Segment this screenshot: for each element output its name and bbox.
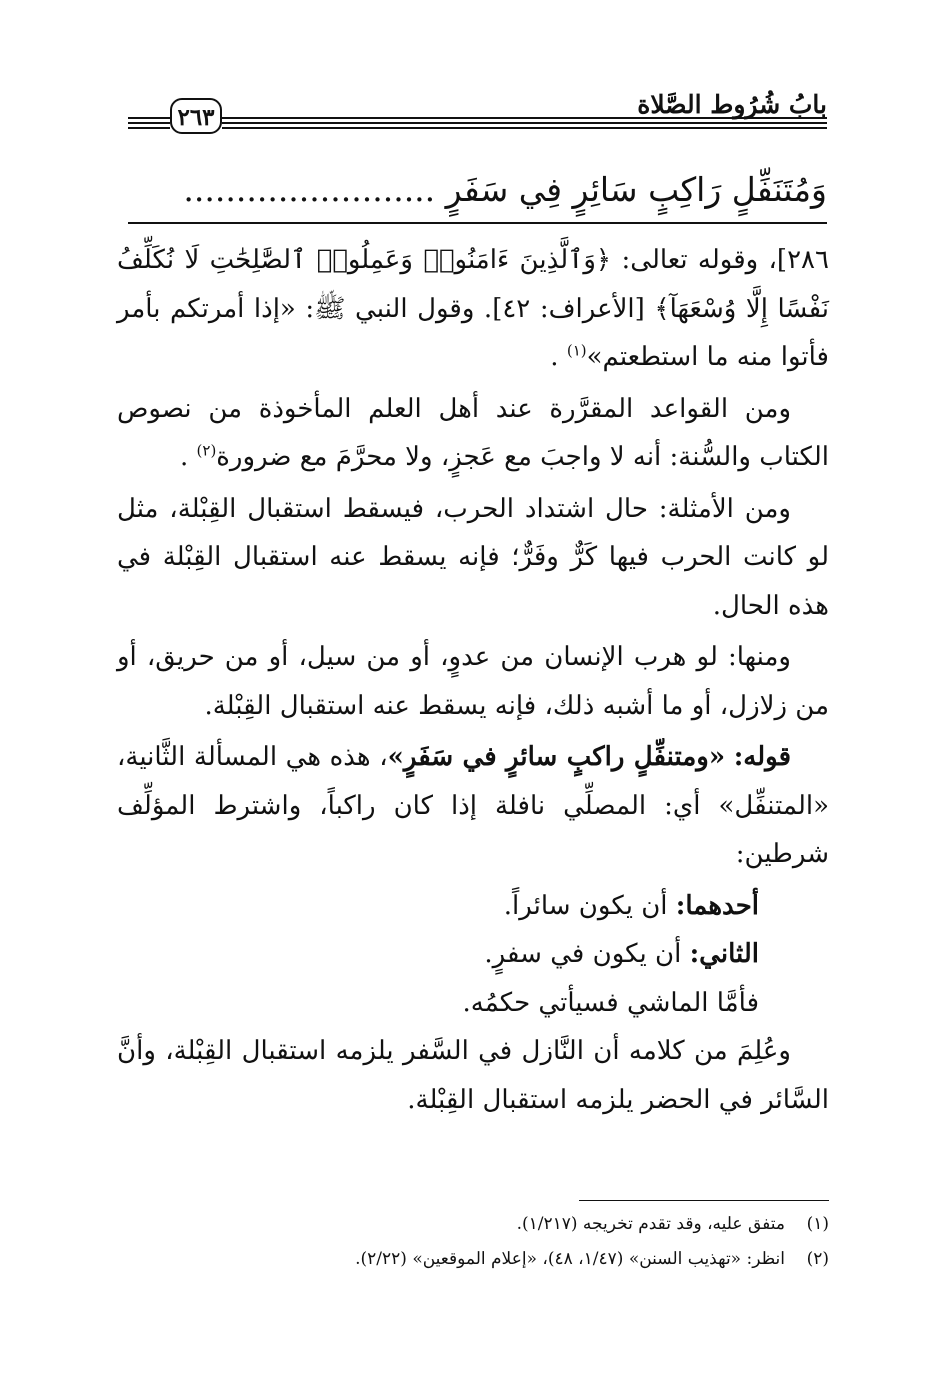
condition-1: أحدهما: أن يكون سائراً. [503,890,759,921]
paragraph-6: فأمَّا الماشي فسيأتي حكمُه. [462,987,759,1018]
paragraph-2: ومن القواعد المقرَّرة عند أهل العلم المأخوذة من نصوص الكتاب والسُّنة: أنه لا واجبَ مع عَجزٍ، ولا محرَّمَ مع ضرورة$^{(٢)}$ . [117,393,829,472]
matn-rule [128,222,827,224]
footnote-1: (١)متفق عليه، وقد تقدم تخريجه (١/٢١٧). [516,1214,829,1234]
condition-2: الثاني: أن يكون في سفرٍ. [484,939,759,969]
header-rule-right [222,117,827,129]
header-rule-left [128,117,170,129]
page-number: ٢٦٣ [170,98,222,134]
matn-dots: ........................ [183,170,436,209]
footnote-ref-2: (٢) [196,441,217,460]
footnote-ref-1: (١) [566,341,587,360]
paragraph-3: ومن الأمثلة: حال اشتداد الحرب، فيسقط استقبال القِبْلة، مثل لو كانت الحرب فيها كَرٌّ وفَرٌّ؛ فإنه يسقط عنه استقبال القِبْلة في هذه الحال. [117,493,829,621]
matn-text: وَمُتَنَفِّلٍ رَاكِبٍ سَائِرٍ فِي سَفَرٍ [445,170,827,209]
body-text [117,236,829,1127]
matn-quote: «ومتنفِّلٍ راكبٍ سائرٍ في سَفَرٍ» [387,742,726,772]
chapter-title: بابُ شُرُوط الصَّلاة [637,90,827,119]
paragraph-1: ٢٨٦]، وقوله تعالى: ﴿وَٱلَّذِينَ ءَامَنُوا۟ وَعَمِلُوا۟ ٱلصَّٰلِحَٰتِ لَا نُكَلِّفُ نَفْسًا إِلَّا وُسْعَهَآ﴾ [الأعراف: ٤٢]. وقول النبي ﷺ: «إذا أمرتكم بأمر فأتوا منه ما استطعتم»$^{(١)}$ . [117,245,829,372]
matn-line [128,168,827,212]
footnote-rule [579,1200,829,1201]
footnote-2: (٢)انظر: «تهذيب السنن» (١/٤٧، ٤٨)، «إعلام الموقعين» (٢/٢٢). [355,1249,829,1269]
qawluh-label: قوله: [733,742,792,772]
paragraph-4: ومنها: لو هرب الإنسان من عدوٍ، أو من سيل، أو من حريق، أو من زلازل، أو ما أشبه ذلك، فإنه يسقط عنه استقبال القِبْلة. [117,642,829,721]
paragraph-7: وعُلِمَ من كلامه أن النَّازل في السَّفر يلزمه استقبال القِبْلة، وأنَّ السَّائر في الحضر يلزمه استقبال القِبْلة. [117,1036,829,1115]
paragraph-5: قوله: «ومتنفِّلٍ راكبٍ سائرٍ في سَفَرٍ»، هذه هي المسألة الثَّانية، «المتنفِّل» أي: المصلِّي نافلة إذا كان راكباً، واشترط المؤلِّف شرطين: [117,742,829,869]
footnotes [117,1207,829,1277]
